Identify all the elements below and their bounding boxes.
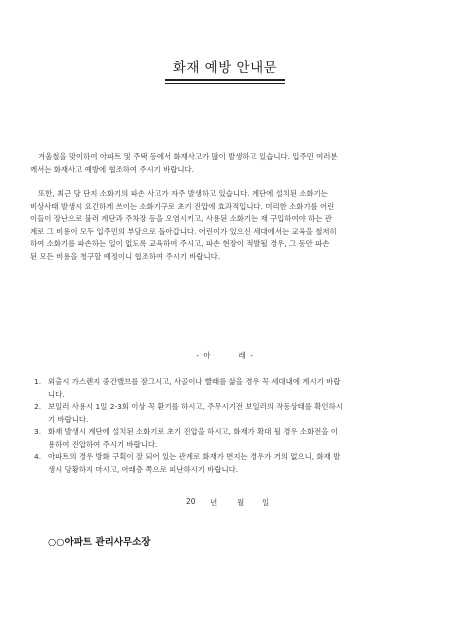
signer-name: ○○아파트 관리사무소장	[48, 537, 151, 548]
item-number: 1.	[34, 377, 42, 386]
extinguisher-line: 비상사태 발생시 요긴하게 쓰이는 소화기구로 초기 진압에 효과적입니다. 미리한 소화기를 어린	[30, 201, 335, 211]
intro-line: 께서는 화재사고 예방에 협조하여 주시기 바랍니다.	[30, 164, 195, 174]
title-block	[165, 60, 285, 84]
item-line: 외출시 가스렌지 중간밸브를 잠그시고, 사골이나 빨래를 삶을 경우 꼭 세대내에 계시기 바랍	[48, 377, 341, 386]
date-day-unit: 일	[262, 498, 270, 507]
extinguisher-line: 하여 소화기를 파손하는 일이 없도록 교육하여 주시고, 파손 현장이 적발될 경우, 그 동안 파손	[30, 239, 330, 248]
extinguisher-line: 또한, 최근 당 단지 소화기의 파손 사고가 자주 발생하고 있습니다. 계단에 설치된 소화기는	[38, 189, 328, 198]
item-line: 기 바랍니다.	[48, 414, 89, 424]
item-line: 니다.	[48, 389, 65, 399]
list-item	[34, 451, 426, 476]
list-item	[34, 376, 426, 401]
document-title: 화재 예방 안내문	[172, 60, 278, 76]
item-line: 화재 발생시 계단에 설치된 소화기로 초기 진압을 하시고, 화재가 확대 될 경우 소화전을 이	[48, 427, 338, 436]
intro-line: 겨울철을 맞이하여 아파트 및 주택 등에서 화재사고가 많이 발생하고 있습니다. 입주민 여러분	[38, 152, 338, 161]
list-item	[34, 426, 426, 451]
date-year: 20	[186, 497, 196, 506]
extinguisher-line: 이들이 장난으로 불러 계단과 주차장 등을 오염시키고, 사용된 소화기는 재 구입하여야 하는 관	[30, 214, 332, 223]
item-line: 생시 당황하지 마시고, 아래층 쪽으로 피난하시기 바랍니다.	[48, 464, 239, 474]
extinguisher-paragraph	[30, 188, 424, 263]
item-line: 아파트의 경우 방화 구획이 잘 되어 있는 관계로 화재가 번지는 경우가 거의 없으니, 화재 발	[48, 452, 341, 461]
date-year-unit: 년	[210, 498, 218, 507]
list-item	[34, 401, 426, 426]
title-underline-thick	[165, 79, 285, 81]
note-heading	[0, 350, 450, 361]
item-line: 용하여 진압하여 주시기 바랍니다.	[48, 439, 158, 449]
item-number: 4.	[34, 452, 42, 461]
item-number: 3.	[34, 427, 42, 436]
item-line: 보일러 사용시 1일 2-3회 이상 꼭 환기를 하시고, 주무시기전 보일러의 작동상태를 확인하시	[48, 402, 343, 411]
note-heading-text: - 아 래 -	[196, 351, 254, 360]
precaution-list	[34, 376, 426, 476]
intro-paragraph	[30, 151, 424, 176]
extinguisher-line: 계로 그 비용이 모두 입주민의 부담으로 돌아갑니다. 어린이가 있으신 세대에서는 교육을 철저히	[30, 226, 337, 236]
title-underline-thin	[165, 83, 285, 84]
date-month-unit: 월	[237, 498, 245, 507]
extinguisher-line: 된 모든 비용을 청구할 예정이니 협조하여 주시기 바랍니다.	[30, 251, 221, 261]
item-number: 2.	[34, 402, 42, 411]
